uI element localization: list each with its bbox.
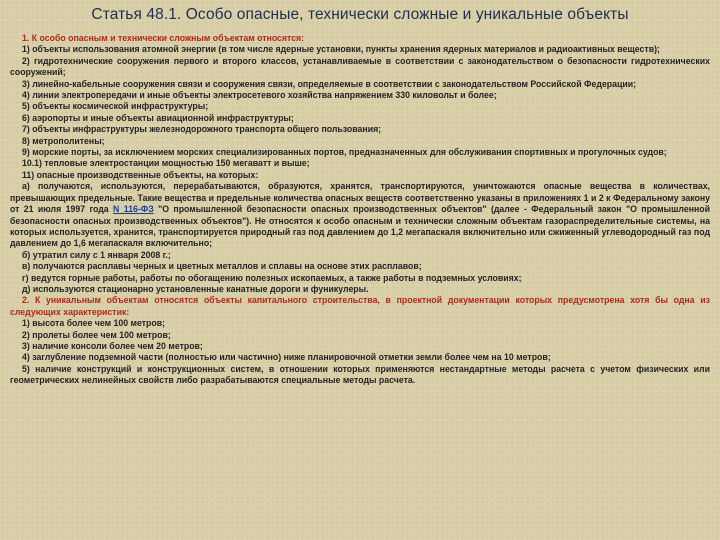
item-1-11-a-text-start: а) получаются, используются, перерабатываются, образуются, хранятся, транспортируются, уничтожаются опасные вещества в количествах, превышающих предельные. Такие вещества и предельные количества опасных веществ соответственно указаны в приложениях 1 и 2 к Федеральному закону от 21 июля 1997 года — [10, 181, 710, 215]
section-2-heading: 2. К уникальным объектам относятся объекты капитального строительства, в проектной документации которых предусмотрена хотя бы одна из следующих характеристик: — [10, 295, 710, 317]
item-1-11-a-text-end: "О промышленной безопасности опасных производственных объектов" (далее - Федеральный закон "О промышленной безопасности опасных производственных объектов"). Не относятся к особо опасным и технически сложным объектам газораспределительные системы, на которых используется, хранится, транспортируется природный газ под давлением до 1,2 мегапаскаля включительно или сжиженный углеводородный газ под давлением до 1,6 мегапаскаля включительно; — [10, 204, 710, 249]
law-116-fz-link[interactable]: N 116-ФЗ — [113, 204, 154, 215]
item-1-8: 8) метрополитены; — [22, 135, 105, 146]
item-2-5: 5) наличие конструкций и конструкционных систем, в отношении которых применяются нестандартные методы расчета с учетом физических или геометрических нелинейных свойств либо разрабатываются специальные методы расчета. — [10, 363, 710, 386]
item-2-2: 2) пролеты более чем 100 метров; — [22, 329, 171, 340]
item-1-6: 6) аэропорты и иные объекты авиационной инфраструктуры; — [22, 112, 294, 123]
item-1-10-1: 10.1) тепловые электростанции мощностью 150 мегаватт и выше; — [22, 158, 310, 169]
item-2-4: 4) заглубление подземной части (полностью или частично) ниже планировочной отметки земли более чем на 10 метров; — [22, 352, 551, 363]
item-1-11-g: г) ведутся горные работы, работы по обогащению полезных ископаемых, а также работы в подземных условиях; — [22, 272, 522, 283]
item-1-7: 7) объекты инфраструктуры железнодорожного транспорта общего пользования; — [22, 124, 382, 135]
item-1-5: 5) объекты космической инфраструктуры; — [22, 101, 209, 112]
item-2-3: 3) наличие консоли более чем 20 метров; — [22, 340, 203, 351]
item-1-4: 4) линии электропередачи и иные объекты электросетевого хозяйства напряжением 330 киловольт и более; — [22, 90, 497, 101]
article-body — [10, 33, 710, 387]
section-1-heading: 1. К особо опасным и технически сложным объектам относятся: — [22, 33, 305, 43]
item-1-2: 2) гидротехнические сооружения первого и второго классов, устанавливаемые в соответствии с законодательством о безопасности гидротехнических сооружений; — [10, 55, 710, 78]
item-1-11-v: в) получаются расплавы черных и цветных металлов и сплавы на основе этих расплавов; — [22, 261, 422, 272]
item-1-11: 11) опасные производственные объекты, на которых: — [22, 169, 259, 180]
item-1-9: 9) морские порты, за исключением морских специализированных портов, предназначенных для обслуживания спортивных и прогулочных судов; — [22, 147, 667, 158]
article-title: Статья 48.1. Особо опасные, технически сложные и уникальные объекты — [91, 6, 629, 23]
item-2-1: 1) высота более чем 100 метров; — [22, 318, 166, 329]
item-1-3: 3) линейно-кабельные сооружения связи и сооружения связи, определяемые в соответствии с законодательством Российской Федерации; — [22, 78, 637, 89]
item-1-11-a — [10, 181, 710, 249]
item-1-1: 1) объекты использования атомной энергии (в том числе ядерные установки, пункты хранения ядерных материалов и радиоактивных веществ); — [22, 44, 660, 55]
item-1-11-d: д) используются стационарно установленные канатные дороги и фуникулеры. — [22, 283, 369, 294]
item-1-11-b: б) утратил силу с 1 января 2008 г.; — [22, 249, 171, 260]
